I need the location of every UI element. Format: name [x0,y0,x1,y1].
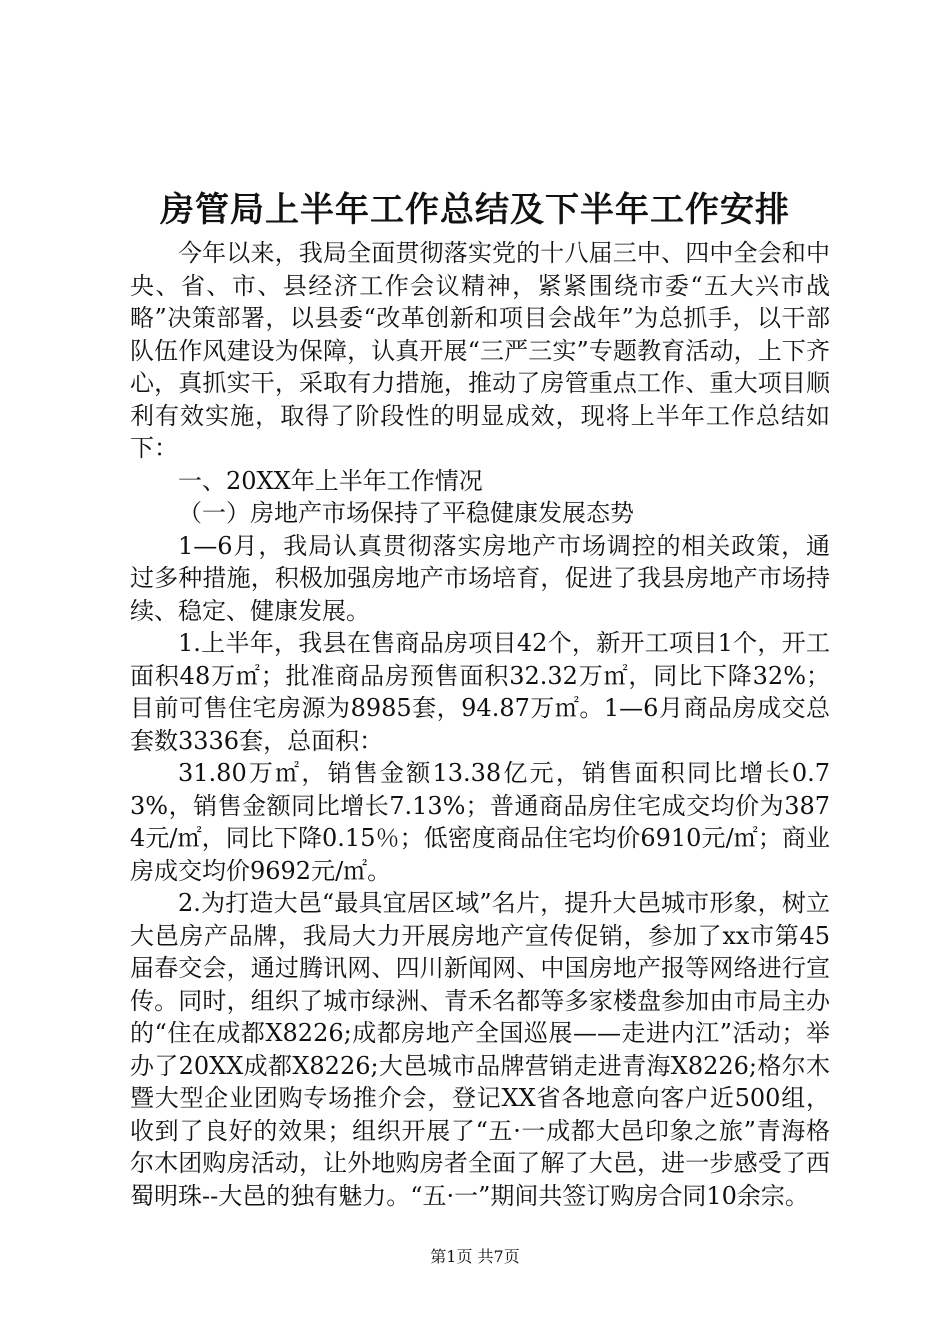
document-title: 房管局上半年工作总结及下半年工作安排 [160,190,790,230]
paragraph-item-2: 2.为打造大邑“最具宜居区域”名片，提升大邑城市形象，树立大邑房产品牌，我局大力开展房地产宣传促销，参加了xx市第45届春交会，通过腾讯网、四川新闻网、中国房地产报等网络进行宣传。同时，组织了城市绿洲、青禾名都等多家楼盘参加由市局主办的“住在成都X8226;成都房地产全国巡展——走进内江”活动；举办了20XX成都X8226;大邑城市品牌营销走进青海X8226;格尔木暨大型企业团购专场推介会，登记XX省各地意向客户近500组，收到了良好的效果；组织开展了“五·一成都大邑印象之旅”青海格尔木团购房活动，让外地购房者全面了解了大邑，进一步感受了西蜀明珠--大邑的独有魅力。“五·一”期间共签订购房合同10余宗。 [130,889,830,1210]
paragraph-item-1: 1.上半年，我县在售商品房项目42个，新开工项目1个，开工面积48万㎡；批准商品房预售面积32.32万㎡，同比下降32%；目前可售住宅房源为8985套，94.87万㎡。1—6月商品房成交总套数3336套，总面积： [130,629,830,755]
paragraph-item-1-continued: 31.80万㎡，销售金额13.38亿元，销售面积同比增长0.73%，销售金额同比增长7.13%；普通商品房住宅成交均价为3874元/㎡，同比下降0.15％；低密度商品住宅均价6910元/㎡；商业房成交均价9692元/㎡。 [130,759,830,885]
section-heading: 一、20XX年上半年工作情况 [178,466,483,495]
page-footer: 第1页 共7页 [430,1247,520,1266]
subsection-heading: （一）房地产市场保持了平稳健康发展态势 [178,499,634,527]
document-body [130,237,830,1212]
paragraph-market-overview: 1—6月，我局认真贯彻落实房地产市场调控的相关政策，通过多种措施，积极加强房地产市场培育，促进了我县房地产市场持续、稳定、健康发展。 [130,531,830,625]
paragraph-intro: 今年以来，我局全面贯彻落实党的十八届三中、四中全会和中央、省、市、县经济工作会议精神，紧紧围绕市委“五大兴市战略”决策部署，以县委“改革创新和项目会战年”为总抓手，以干部队伍作风建设为保障，认真开展“三严三实”专题教育活动，上下齐心，真抓实干，采取有力措施，推动了房管重点工作、重大项目顺利有效实施，取得了阶段性的明显成效，现将上半年工作总结如下： [130,239,830,462]
